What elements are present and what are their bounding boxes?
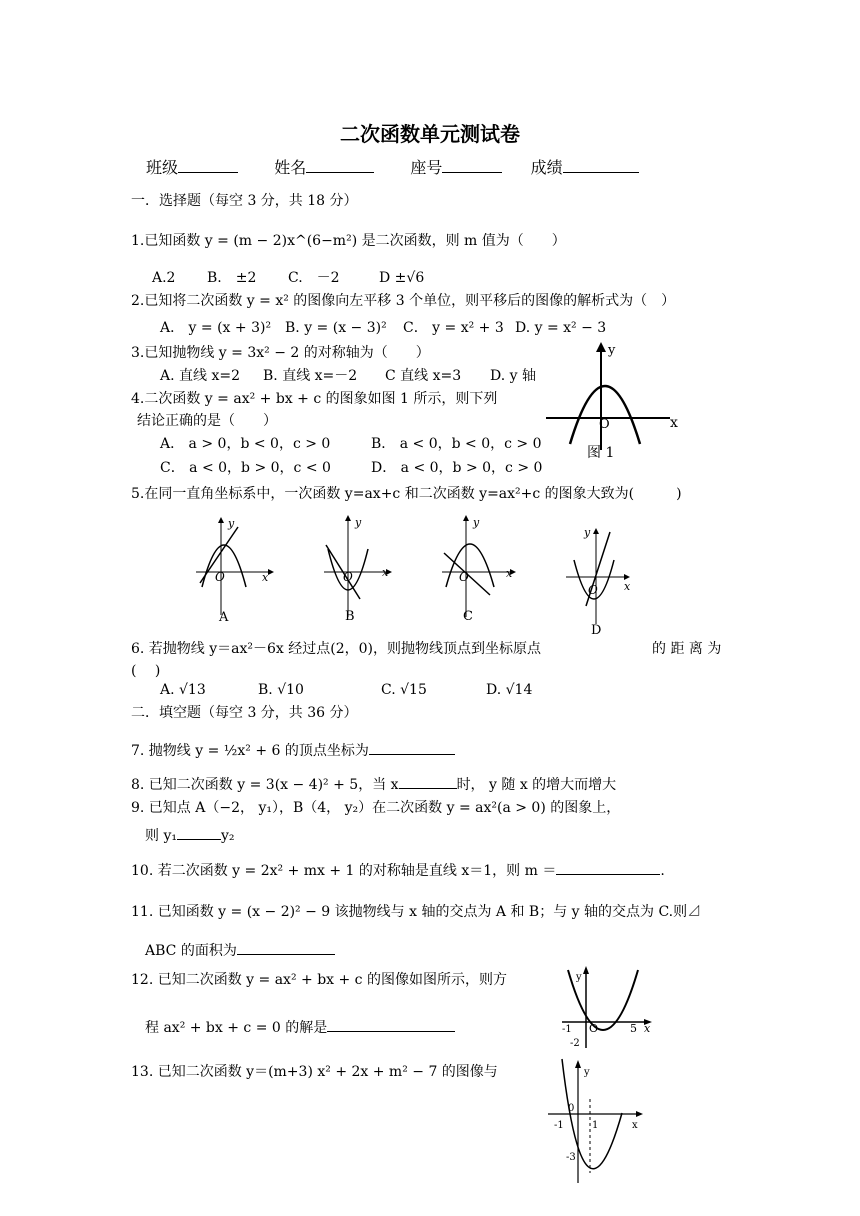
q1-stem: 1.已知函数 y = (m − 2)x^(6−m²) 是二次函数，则 m 值为（ ） — [131, 233, 566, 249]
q8-text-a: 8. 已知二次函数 y = 3(x − 4)² + 5，当 x — [131, 777, 399, 793]
q5-graph-d — [560, 520, 640, 636]
q10-text-b: . — [660, 863, 665, 879]
q13-origin: 0 — [568, 1103, 575, 1114]
q9-stem-line2 — [145, 826, 235, 843]
q13-graph — [540, 1055, 650, 1185]
q9-text-b: y₂ — [220, 828, 235, 844]
q2-option-a: A． y = (x + 3)² — [160, 320, 272, 336]
figure-1-x-label: x — [670, 415, 678, 431]
q12-tick-neg2: -2 — [570, 1038, 580, 1049]
q12-text: 程 ax² + bx + c = 0 的解是 — [145, 1020, 328, 1036]
q12-blank[interactable] — [327, 1018, 455, 1032]
q7-stem — [131, 741, 455, 758]
q5-label-d: D — [591, 623, 602, 636]
q1-option-c: C. －2 — [288, 270, 340, 286]
q4-option-b: B． a < 0，b < 0，c > 0 — [371, 436, 542, 452]
q4-option-c: C． a < 0，b > 0，c < 0 — [160, 460, 331, 476]
q13-tick-neg3: -3 — [566, 1152, 576, 1163]
q5a-o: O — [215, 570, 225, 584]
class-blank[interactable] — [178, 159, 238, 173]
q12-origin: O — [589, 1022, 599, 1035]
class-label: 班级 — [146, 158, 179, 177]
q4-stem-line1: 4.二次函数 y = ax² + bx + c 的图象如图 1 所示，则下列 — [131, 391, 498, 407]
q3-option-d: D. y 轴 — [490, 368, 536, 384]
q4-option-d: D． a < 0，b > 0，c > 0 — [371, 460, 543, 476]
q6-stem-line1: 6. 若抛物线 y＝ax²－6x 经过点(2，0)，则抛物线顶点到坐标原点 — [131, 641, 542, 657]
q1-option-d: D ±√6 — [379, 270, 425, 286]
q13-tick-1: 1 — [592, 1120, 599, 1131]
q5c-x: x — [506, 567, 513, 580]
q2-stem: 2.已知将二次函数 y = x² 的图像向左平移 3 个单位，则平移后的图像的解析式为（ ） — [131, 293, 676, 309]
figure-1-caption: 图 1 — [587, 445, 615, 461]
q12-x-label: x — [644, 1022, 651, 1035]
q5-graph-a — [190, 515, 280, 627]
q5b-o: O — [343, 570, 353, 584]
q3-option-a: A. 直线 x=2 — [160, 368, 240, 384]
q12-tick-neg1: -1 — [562, 1024, 572, 1035]
q10-stem — [131, 861, 665, 878]
q8-blank[interactable] — [399, 775, 457, 789]
q1-option-a: A.2 — [152, 270, 176, 286]
q13-x-label: x — [632, 1120, 638, 1131]
score-blank[interactable] — [563, 159, 639, 173]
name-label: 姓名 — [274, 158, 307, 177]
q5d-o: O — [588, 583, 598, 597]
q5a-x: x — [262, 571, 269, 584]
q2-option-d: D. y = x² − 3 — [515, 320, 607, 336]
q11-stem-line2 — [145, 941, 335, 958]
q2-option-c: C． y = x² + 3 — [403, 320, 504, 336]
q5-graph-b — [318, 513, 408, 625]
section-choice-heading: 一．选择题（每空 3 分，共 18 分） — [131, 193, 358, 209]
q9-stem-line1: 9. 已知点 A（−2， y₁），B（4， y₂）在二次函数 y = ax²(a > 0) 的图象上， — [131, 800, 621, 816]
q5b-y: y — [355, 516, 362, 529]
q11-text: ABC 的面积为 — [145, 943, 237, 959]
figure-1-origin: O — [599, 417, 610, 432]
seat-label: 座号 — [410, 158, 443, 177]
figure-1-graph — [542, 340, 692, 460]
q13-tick-neg1: -1 — [554, 1120, 564, 1131]
q5c-y: y — [473, 516, 480, 529]
q5d-y: y — [584, 526, 591, 539]
q5d-x: x — [624, 580, 631, 593]
q5c-o: O — [459, 570, 469, 584]
q12-graph — [558, 962, 658, 1052]
q5-label-c: C — [463, 609, 473, 624]
q13-y-label: y — [584, 1067, 590, 1078]
q13-stem: 13. 已知二次函数 y＝(m+3) x² + 2x + m² − 7 的图像与 — [131, 1064, 498, 1080]
q6-option-b: B. √10 — [258, 682, 304, 698]
q3-stem: 3.已知抛物线 y = 3x² − 2 的对称轴为（ ） — [131, 345, 430, 361]
q10-text-a: 10. 若二次函数 y = 2x² + mx + 1 的对称轴是直线 x＝1，则 m ＝ — [131, 863, 557, 879]
q2-option-b: B. y = (x − 3)² — [285, 320, 387, 336]
q6-option-a: A. √13 — [160, 682, 206, 698]
q10-blank[interactable] — [556, 861, 660, 875]
q9-text-a: 则 y₁ — [145, 828, 177, 844]
q11-stem-line1: 11. 已知函数 y = (x − 2)² − 9 该抛物线与 x 轴的交点为 A 和 B；与 y 轴的交点为 C.则⊿ — [131, 904, 702, 920]
q11-blank[interactable] — [237, 941, 335, 955]
seat-blank[interactable] — [442, 159, 502, 173]
q12-stem-line1: 12. 已知二次函数 y = ax² + bx + c 的图像如图所示，则方 — [131, 972, 507, 988]
q5-stem: 5.在同一直角坐标系中，一次函数 y=ax+c 和二次函数 y=ax²+c 的图象大致为( ) — [131, 486, 682, 502]
q9-blank[interactable] — [177, 826, 221, 840]
figure-1-y-label: y — [608, 343, 616, 358]
q8-text-b: 时， y 随 x 的增大而增大 — [456, 777, 617, 793]
q5b-x: x — [382, 566, 389, 579]
q6-option-d: D. √14 — [486, 682, 533, 698]
name-blank[interactable] — [306, 159, 374, 173]
q6-option-c: C. √15 — [381, 682, 427, 698]
q1-option-b: B. ±2 — [207, 270, 257, 286]
q6-stem-line1b: 的 距 离 为 — [652, 641, 722, 657]
q5-label-b: B — [345, 609, 355, 624]
q4-stem-line2: 结论正确的是（ ） — [137, 413, 277, 429]
q3-option-c: C 直线 x=3 — [385, 368, 462, 384]
q12-y-label: y — [576, 972, 582, 983]
page-title: 二次函数单元测试卷 — [340, 122, 520, 146]
q12-tick-5: 5 — [630, 1022, 637, 1035]
q8-stem — [131, 775, 616, 792]
q4-option-a: A． a > 0，b < 0，c > 0 — [160, 436, 331, 452]
q5-graph-c — [436, 513, 526, 625]
score-label: 成绩 — [530, 158, 563, 177]
q5a-y: y — [228, 517, 235, 530]
q5-label-a: A — [219, 610, 229, 625]
section-fill-heading: 二．填空题（每空 3 分，共 36 分） — [131, 705, 358, 721]
q7-blank[interactable] — [369, 741, 455, 755]
q3-option-b: B. 直线 x=－2 — [263, 368, 358, 384]
q6-stem-line2: ( ) — [131, 663, 161, 679]
header-fields — [146, 159, 639, 176]
q7-text: 7. 抛物线 y = ½x² + 6 的顶点坐标为 — [131, 743, 369, 759]
q12-stem-line2 — [145, 1018, 455, 1035]
